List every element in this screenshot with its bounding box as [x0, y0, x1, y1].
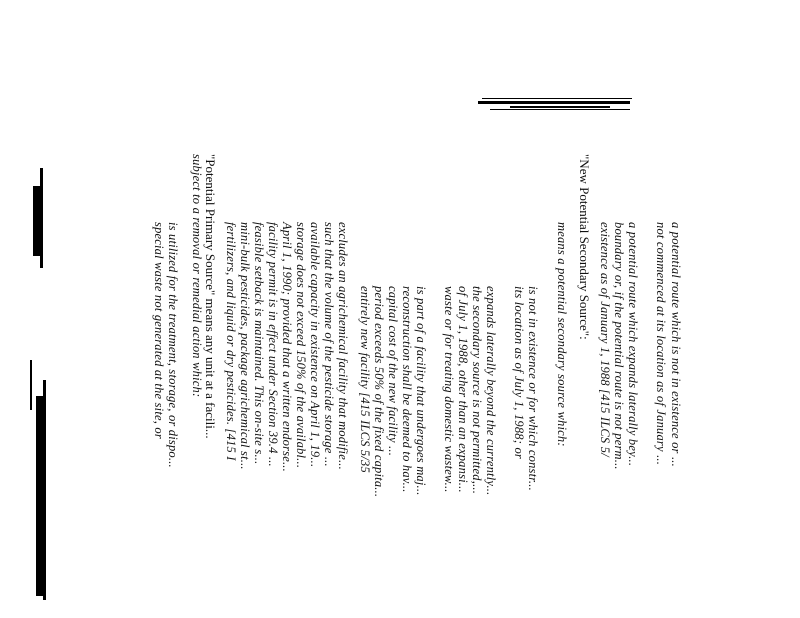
text-line: boundary or, if the potential route is not perm... [612, 222, 626, 470]
text-line: means a potential secondary source which: [555, 222, 569, 447]
text-line: mini-bulk pesticides, package agrichemical st... [238, 222, 252, 470]
scan-line [482, 98, 632, 99]
scan-smear-top [478, 101, 630, 104]
text-line: is part of a facility that undergoes maj... [414, 286, 428, 496]
text-line: feasible setback is maintained. This on-site s... [252, 222, 266, 465]
text-line: existence as of January 1, 1988 [415 ILCS 5/ [598, 222, 612, 457]
text-line: waste or for treating domestic wastew... [442, 286, 456, 493]
text-line: period exceeds 50% of the fixed capita... [372, 286, 386, 498]
text-line: storage does not exceed 150% of the availabl... [294, 222, 308, 469]
section-heading: "Potential Primary Source" means any unit at a facili... [203, 154, 218, 439]
text-line: expands laterally beyond the currently... [484, 286, 498, 496]
text-line: fertilizers, and liquid or dry pesticides. [415 I [224, 222, 238, 461]
text-line: its location as of July 1, 1988; or [512, 286, 526, 459]
scan-line [490, 109, 630, 110]
text-line: subject to a removal or remedial action which: [190, 154, 204, 398]
scan-edge-mark [30, 360, 32, 410]
scan-edge-mark [36, 396, 43, 596]
text-line: facility permit is in effect under Section 39.4 ... [266, 222, 280, 467]
text-line: not commenced at its location as of January ... [654, 222, 668, 466]
scan-edge-mark [43, 380, 46, 600]
text-line: is not in existence or for which constr... [526, 286, 540, 491]
text-line: entirely new facility [415 ILCS 5/35 [358, 286, 372, 473]
text-line: the secondary source is not permitted,... [470, 286, 484, 495]
text-line: of July 1, 1988, other than an expansi... [456, 286, 470, 493]
scan-smear-top-2 [510, 106, 610, 108]
text-line: excludes an agrichemical facility that modifie... [336, 222, 350, 470]
scan-edge-mark [40, 168, 43, 268]
text-line: special waste not generated at the site, or [152, 222, 166, 439]
text-line: is utilized for the treatment, storage, or dispo... [166, 222, 180, 468]
text-line: a potential route which expands laterally bey... [626, 222, 640, 467]
text-line: such that the volume of the pesticide storage ... [322, 222, 336, 467]
text-line: capital cost of the new facility ... [386, 286, 400, 457]
text-line: reconstruction shall be deemed to hav... [400, 286, 414, 493]
text-line: a potential route which is not in existence or ... [669, 222, 683, 467]
text-line: April 1, 1990; provided that a written endorse... [280, 222, 294, 472]
section-heading: "New Potential Secondary Source": [577, 154, 592, 340]
text-line: available capacity in existence on April 1, 19... [308, 222, 322, 468]
